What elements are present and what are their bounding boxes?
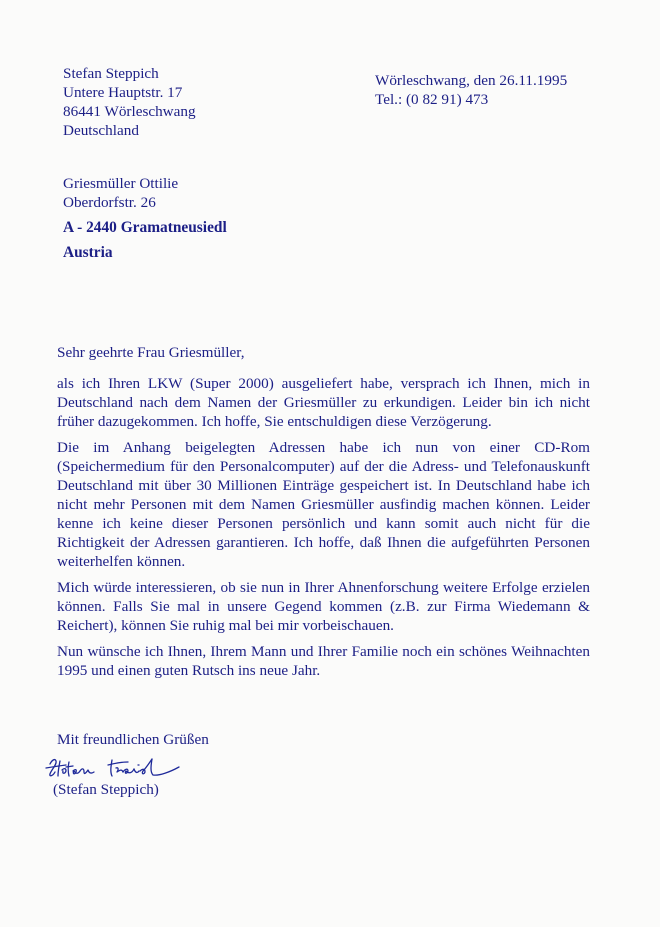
body-paragraph: Mich würde interessieren, ob sie nun in Ihrer Ahnenforschung weitere Erfolge erzielen können. Falls Sie mal in unsere Gegend kommen (z.B. zur Firma Wiedemann & Reichert), können Sie ruhig mal bei mir vorbeischauen. xyxy=(57,579,590,634)
letter-body xyxy=(57,374,590,687)
sender-country: Deutschland xyxy=(63,122,139,139)
body-paragraph: Nun wünsche ich Ihnen, Ihrem Mann und Ihrer Familie noch ein schönes Weihnachten 1995 und einen guten Rutsch ins neue Jahr. xyxy=(57,643,590,679)
recipient-city: A - 2440 Gramatneusiedl xyxy=(63,219,227,236)
sender-address xyxy=(63,64,196,140)
date-phone-block xyxy=(375,71,567,109)
phone-number: Tel.: (0 82 91) 473 xyxy=(375,91,489,108)
body-paragraph: Die im Anhang beigelegten Adressen habe ich nun von einer CD-Rom (Speichermedium für den Personalcomputer) auf der die Adress- und Telefonauskunft Deutschland mit über 30 Millionen Einträge gespeichert ist. In Deutschland habe ich nicht mehr Personen mit dem Namen Griesmüller ausfindig machen können. Leider kenne ich keine dieser Personen persönlich und kann somit auch nicht für die Richtigkeit der Adressen garantieren. Ich hoffe, daß Ihnen die aufgeführten Personen weiterhelfen können. xyxy=(57,439,590,570)
signed-name: (Stefan Steppich) xyxy=(53,781,159,798)
recipient-country: Austria xyxy=(63,244,113,261)
body-paragraph: als ich Ihren LKW (Super 2000) ausgeliefert habe, versprach ich Ihnen, mich in Deutschland nach dem Namen der Griesmüller zu erkundigen. Leider bin ich nicht früher dazugekommen. Ich hoffe, Sie entschuldigen diese Verzögerung. xyxy=(57,375,590,430)
salutation: Sehr geehrte Frau Griesmüller, xyxy=(57,344,245,361)
place-date: Wörleschwang, den 26.11.1995 xyxy=(375,72,568,89)
closing-phrase: Mit freundlichen Grüßen xyxy=(57,731,209,748)
sender-street: Untere Hauptstr. 17 xyxy=(63,84,183,101)
sender-city: 86441 Wörleschwang xyxy=(63,103,196,120)
recipient-street: Oberdorfstr. 26 xyxy=(63,194,156,211)
sender-name: Stefan Steppich xyxy=(63,65,159,82)
recipient-name: Griesmüller Ottilie xyxy=(63,175,179,192)
recipient-address xyxy=(63,174,227,262)
